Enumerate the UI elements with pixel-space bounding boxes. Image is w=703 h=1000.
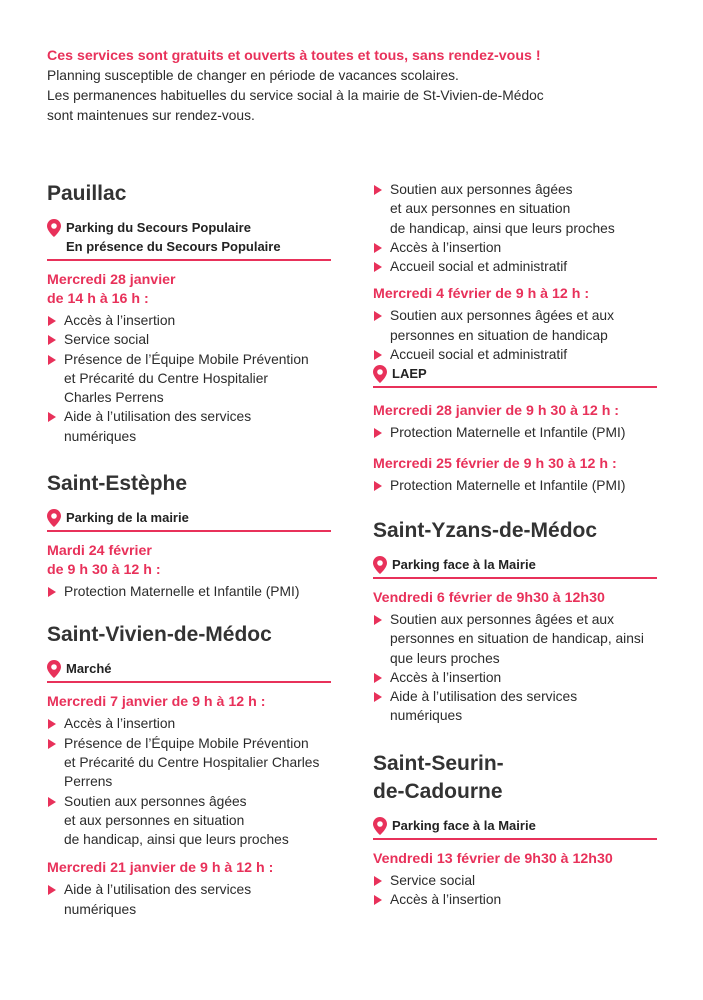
triangle-bullet-icon [374, 673, 382, 683]
list-item [47, 582, 331, 601]
list-item-text: Présence de l’Équipe Mobile Prévention [64, 351, 309, 367]
location-label: LAEP [392, 366, 427, 382]
schedule-date: Mercredi 21 janvier de 9 h à 12 h : [47, 860, 274, 877]
list-item-text: Aide à l’utilisation des services [64, 882, 252, 898]
location-label: Marché [66, 661, 112, 677]
list-item-text: Accès à l’insertion [64, 313, 176, 328]
location-label: Parking de la mairie [66, 510, 189, 526]
town-title: Pauillac [47, 182, 127, 205]
intro-lead: Ces services sont gratuits et ouverts à toutes et tous, sans rendez-vous ! [47, 48, 541, 64]
triangle-bullet-icon [48, 797, 56, 807]
list-item-text: Service social [390, 872, 476, 888]
schedule-date: Mercredi 28 janvier de 9 h 30 à 12 h : [373, 403, 620, 420]
list-item-text: numériques [390, 708, 463, 724]
triangle-bullet-icon [374, 311, 382, 321]
list-item-text: que leurs proches [390, 650, 500, 666]
list-item-text: Accès à l’insertion [390, 239, 502, 255]
triangle-bullet-icon [374, 481, 382, 491]
section-saint-seurin [373, 750, 657, 910]
location-label: Parking face à la Mairie [392, 556, 536, 572]
location [47, 218, 331, 256]
list-item [373, 306, 657, 345]
triangle-bullet-icon [48, 335, 56, 345]
list-item [47, 311, 331, 330]
location [373, 816, 657, 835]
divider [373, 838, 657, 840]
list-item [47, 880, 331, 919]
list-item [373, 476, 657, 495]
list-item-text: personnes en situation de handicap [390, 327, 608, 343]
service-list [373, 180, 657, 276]
service-list [373, 871, 657, 910]
list-item-text: et Précarité du Centre Hospitalier Charles [64, 754, 320, 770]
list-item-text: et aux personnes en situation [64, 812, 245, 828]
list-item-text: de handicap, ainsi que leurs proches [390, 220, 615, 236]
list-item-text: Soutien aux personnes âgées [390, 182, 573, 197]
service-list [373, 306, 657, 364]
divider [47, 681, 331, 683]
schedule-date: Mercredi 7 janvier de 9 h à 12 h : [47, 694, 266, 711]
map-pin-icon [47, 219, 61, 237]
schedule-date [47, 271, 331, 309]
list-item [373, 610, 657, 668]
location [47, 508, 331, 527]
schedule-date: Mercredi 4 février de 9 h à 12 h : [373, 286, 590, 303]
town-title: Saint-Estèphe [47, 472, 188, 496]
list-item-text: Accès à l’insertion [390, 892, 502, 908]
list-item [47, 792, 331, 850]
divider [47, 530, 331, 532]
list-item-text: personnes en situation de handicap, ainsi [390, 631, 644, 647]
triangle-bullet-icon [48, 739, 56, 749]
list-item-text: Protection Maternelle et Infantile (PMI) [390, 425, 626, 441]
schedule-date-line: Mardi 24 février [47, 543, 152, 560]
map-pin-icon [47, 509, 61, 527]
triangle-bullet-icon [48, 355, 56, 365]
schedule-date: Mercredi 25 février de 9 h 30 à 12 h : [373, 455, 617, 472]
town-title: Saint-Yzans-de-Médoc [373, 518, 598, 542]
triangle-bullet-icon [48, 885, 56, 895]
list-item [47, 407, 331, 446]
triangle-bullet-icon [48, 412, 56, 422]
triangle-bullet-icon [374, 692, 382, 702]
list-item-text: de handicap, ainsi que leurs proches [64, 832, 289, 848]
section-saint-vivien [47, 621, 331, 919]
service-list [47, 582, 331, 601]
service-list [47, 311, 331, 446]
location-label: Parking face à la Mairie [392, 817, 536, 833]
service-list [373, 423, 657, 442]
list-item-text: numériques [64, 901, 137, 917]
intro-line: Planning susceptible de changer en période de vacances scolaires. [47, 68, 459, 83]
list-item-text: Perrens [64, 774, 113, 790]
list-item-text: Accès à l’insertion [390, 669, 502, 685]
list-item [373, 890, 657, 909]
location [47, 659, 331, 678]
list-item-text: Protection Maternelle et Infantile (PMI) [64, 584, 300, 600]
location-label: Parking du Secours Populaire [66, 220, 251, 235]
location [373, 364, 657, 383]
list-item-text: Soutien aux personnes âgées et aux [390, 611, 614, 627]
list-item-text: et Précarité du Centre Hospitalier [64, 370, 268, 386]
divider [373, 577, 657, 579]
triangle-bullet-icon [374, 615, 382, 625]
list-item-text: et aux personnes en situation [390, 201, 571, 217]
section-saint-estephe [47, 470, 331, 601]
triangle-bullet-icon [374, 243, 382, 253]
schedule-date-line: Mercredi 28 janvier [47, 272, 176, 288]
map-pin-icon [373, 556, 387, 574]
town-title-line: Saint-Seurin- [373, 751, 504, 775]
triangle-bullet-icon [374, 876, 382, 886]
list-item-text: Accueil social et administratif [390, 347, 568, 363]
map-pin-icon [47, 660, 61, 678]
map-pin-icon [373, 365, 387, 383]
list-item-text: Accueil social et administratif [390, 259, 568, 275]
list-item [373, 871, 657, 890]
triangle-bullet-icon [374, 350, 382, 360]
list-item [47, 714, 331, 733]
list-item-text: Soutien aux personnes âgées [64, 793, 247, 809]
schedule-date: Vendredi 6 février de 9h30 à 12h30 [373, 589, 605, 606]
triangle-bullet-icon [374, 262, 382, 272]
triangle-bullet-icon [48, 316, 56, 326]
triangle-bullet-icon [48, 587, 56, 597]
list-item-text: Soutien aux personnes âgées et aux [390, 308, 614, 324]
town-title [373, 750, 657, 806]
town-title: Saint-Vivien-de-Médoc [47, 623, 272, 647]
location [373, 555, 657, 574]
schedule-date [47, 542, 331, 580]
service-list [373, 610, 657, 726]
list-item [373, 345, 657, 364]
divider [373, 386, 657, 388]
location-label: En présence du Secours Populaire [66, 239, 281, 254]
list-item [373, 668, 657, 687]
section-pauillac [47, 180, 331, 446]
town-title-line: de-Cadourne [373, 779, 503, 803]
service-list [47, 714, 331, 849]
schedule-date: Vendredi 13 février de 9h30 à 12h30 [373, 850, 613, 867]
list-item-text: Protection Maternelle et Infantile (PMI) [390, 477, 626, 493]
triangle-bullet-icon [374, 895, 382, 905]
left-column [47, 180, 331, 919]
map-pin-icon [373, 817, 387, 835]
list-item-text: Charles Perrens [64, 390, 164, 406]
list-item-text: Aide à l’utilisation des services [390, 689, 578, 705]
list-item [373, 180, 657, 238]
triangle-bullet-icon [374, 185, 382, 195]
intro-line: sont maintenues sur rendez-vous. [47, 108, 255, 123]
divider [47, 259, 331, 261]
service-list [47, 880, 331, 919]
triangle-bullet-icon [48, 719, 56, 729]
schedule-date-line: de 9 h 30 à 12 h : [47, 562, 161, 579]
list-item-text: Service social [64, 332, 150, 348]
list-item [47, 734, 331, 792]
list-item-text: Accès à l’insertion [64, 716, 176, 732]
list-item [373, 238, 657, 257]
list-item-text: numériques [64, 428, 137, 444]
list-item [373, 423, 657, 442]
schedule-date-line: de 14 h à 16 h : [47, 291, 149, 307]
list-item-text: Aide à l’utilisation des services [64, 409, 252, 425]
service-list [373, 476, 657, 495]
list-item-text: Présence de l’Équipe Mobile Prévention [64, 735, 309, 751]
list-item [373, 687, 657, 726]
section-saint-yzans [373, 517, 657, 726]
list-item [373, 257, 657, 276]
list-item [47, 330, 331, 349]
list-item [47, 350, 331, 408]
right-column [373, 180, 657, 909]
intro-block [47, 46, 667, 126]
triangle-bullet-icon [374, 428, 382, 438]
intro-line: Les permanences habituelles du service social à la mairie de St-Vivien-de-Médoc [47, 88, 544, 103]
